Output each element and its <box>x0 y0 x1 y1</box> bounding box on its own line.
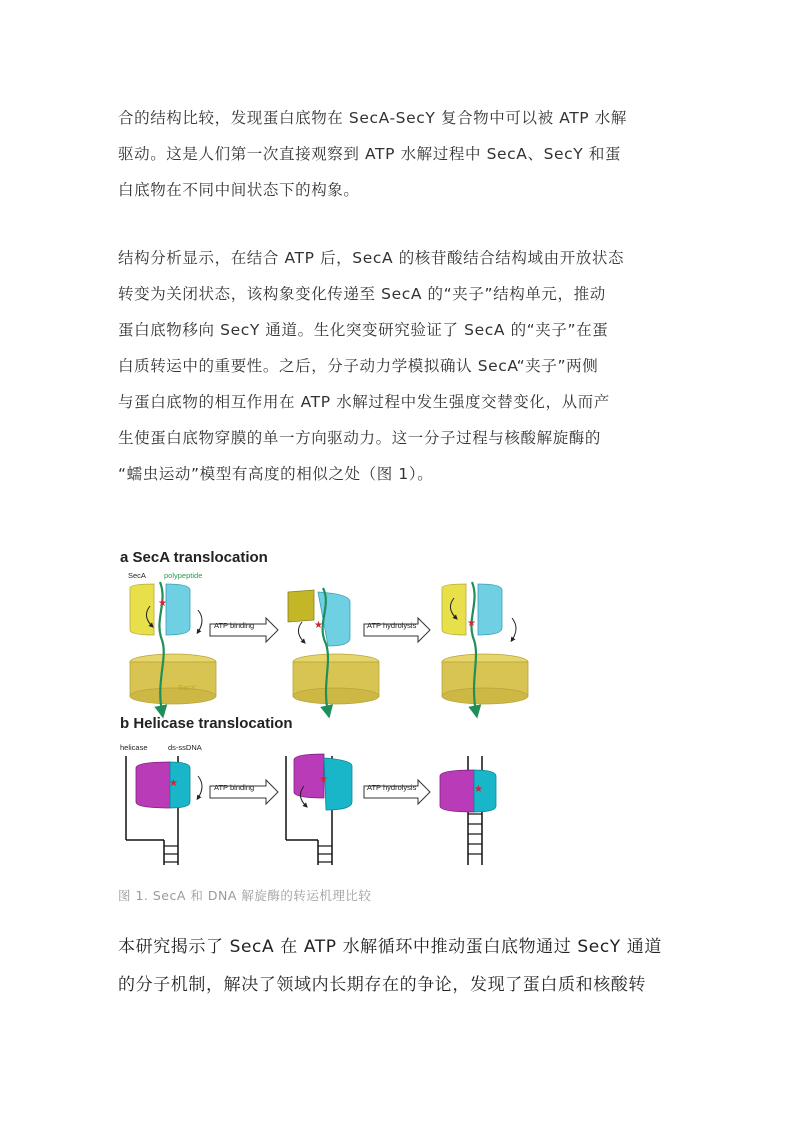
text-line: 白底物在不同中间状态下的构象。 <box>118 181 360 199</box>
text-line: 白质转运中的重要性。之后，分子动力学模拟确认 SecA“夹子”两侧 <box>118 357 599 375</box>
svg-text:★: ★ <box>319 774 328 785</box>
label-secy: SecY <box>178 683 196 692</box>
label-atp-hydrolysis-b: ATP hydrolysis <box>367 783 417 792</box>
paragraph-3 <box>118 928 678 1004</box>
seca-state-2 <box>288 588 379 712</box>
svg-text:★: ★ <box>169 778 178 789</box>
arrow-atp-hydrolysis-a <box>364 618 430 642</box>
seca-state-1 <box>130 582 216 712</box>
seca-state-3 <box>442 582 528 712</box>
label-polypeptide: polypeptide <box>164 571 203 580</box>
text-line: 蛋白底物移向 SecY 通道。生化突变研究验证了 SecA 的“夹子”在蛋 <box>118 321 609 339</box>
translocation-figure <box>118 540 538 870</box>
text-line: 生使蛋白底物穿膜的单一方向驱动力。这一分子过程与核酸解旋酶的 <box>118 429 602 447</box>
svg-text:★: ★ <box>474 784 483 795</box>
paragraph-2 <box>118 240 678 492</box>
text-line: 转变为关闭状态，该构象变化传递至 SecA 的“夹子”结构单元，推动 <box>118 285 606 303</box>
svg-text:★: ★ <box>314 620 323 631</box>
panel-a-title: a SecA translocation <box>120 549 268 566</box>
arrow-atp-hydrolysis-b <box>364 780 430 804</box>
text-line: 结构分析显示，在结合 ATP 后，SecA 的核苷酸结合结构域由开放状态 <box>118 249 625 267</box>
label-atp-hydrolysis-a: ATP hydrolysis <box>367 621 417 630</box>
text-line: “蠕虫运动”模型有高度的相似之处（图 1）。 <box>118 465 434 483</box>
svg-text:★: ★ <box>158 598 167 609</box>
helicase-state-1 <box>126 756 202 865</box>
paragraph-1 <box>118 100 678 208</box>
label-ds-ssdna: ds-ssDNA <box>168 743 202 752</box>
helicase-state-3 <box>440 756 496 865</box>
figure-caption: 图 1. SecA 和 DNA 解旋酶的转运机理比较 <box>118 888 372 903</box>
label-atp-binding-a: ATP binding <box>214 621 255 630</box>
text-line: 本研究揭示了 SecA 在 ATP 水解循环中推动蛋白底物通过 SecY 通道 <box>118 937 662 957</box>
arrow-atp-binding-b <box>210 780 278 804</box>
figure-svg <box>118 540 538 870</box>
label-helicase: helicase <box>120 743 148 752</box>
text-line: 驱动。这是人们第一次直接观察到 ATP 水解过程中 SecA、SecY 和蛋 <box>118 145 622 163</box>
text-line: 的分子机制，解决了领域内长期存在的争论，发现了蛋白质和核酸转 <box>118 975 646 995</box>
label-atp-binding-b: ATP binding <box>214 783 255 792</box>
text-line: 合的结构比较，发现蛋白底物在 SecA-SecY 复合物中可以被 ATP 水解 <box>118 109 627 127</box>
text-line: 与蛋白底物的相互作用在 ATP 水解过程中发生强度交替变化，从而产 <box>118 393 610 411</box>
svg-text:★: ★ <box>467 618 476 629</box>
helicase-state-2 <box>286 754 352 865</box>
panel-b-title: b Helicase translocation <box>120 715 293 732</box>
arrow-atp-binding-a <box>210 618 278 642</box>
label-seca: SecA <box>128 571 146 580</box>
